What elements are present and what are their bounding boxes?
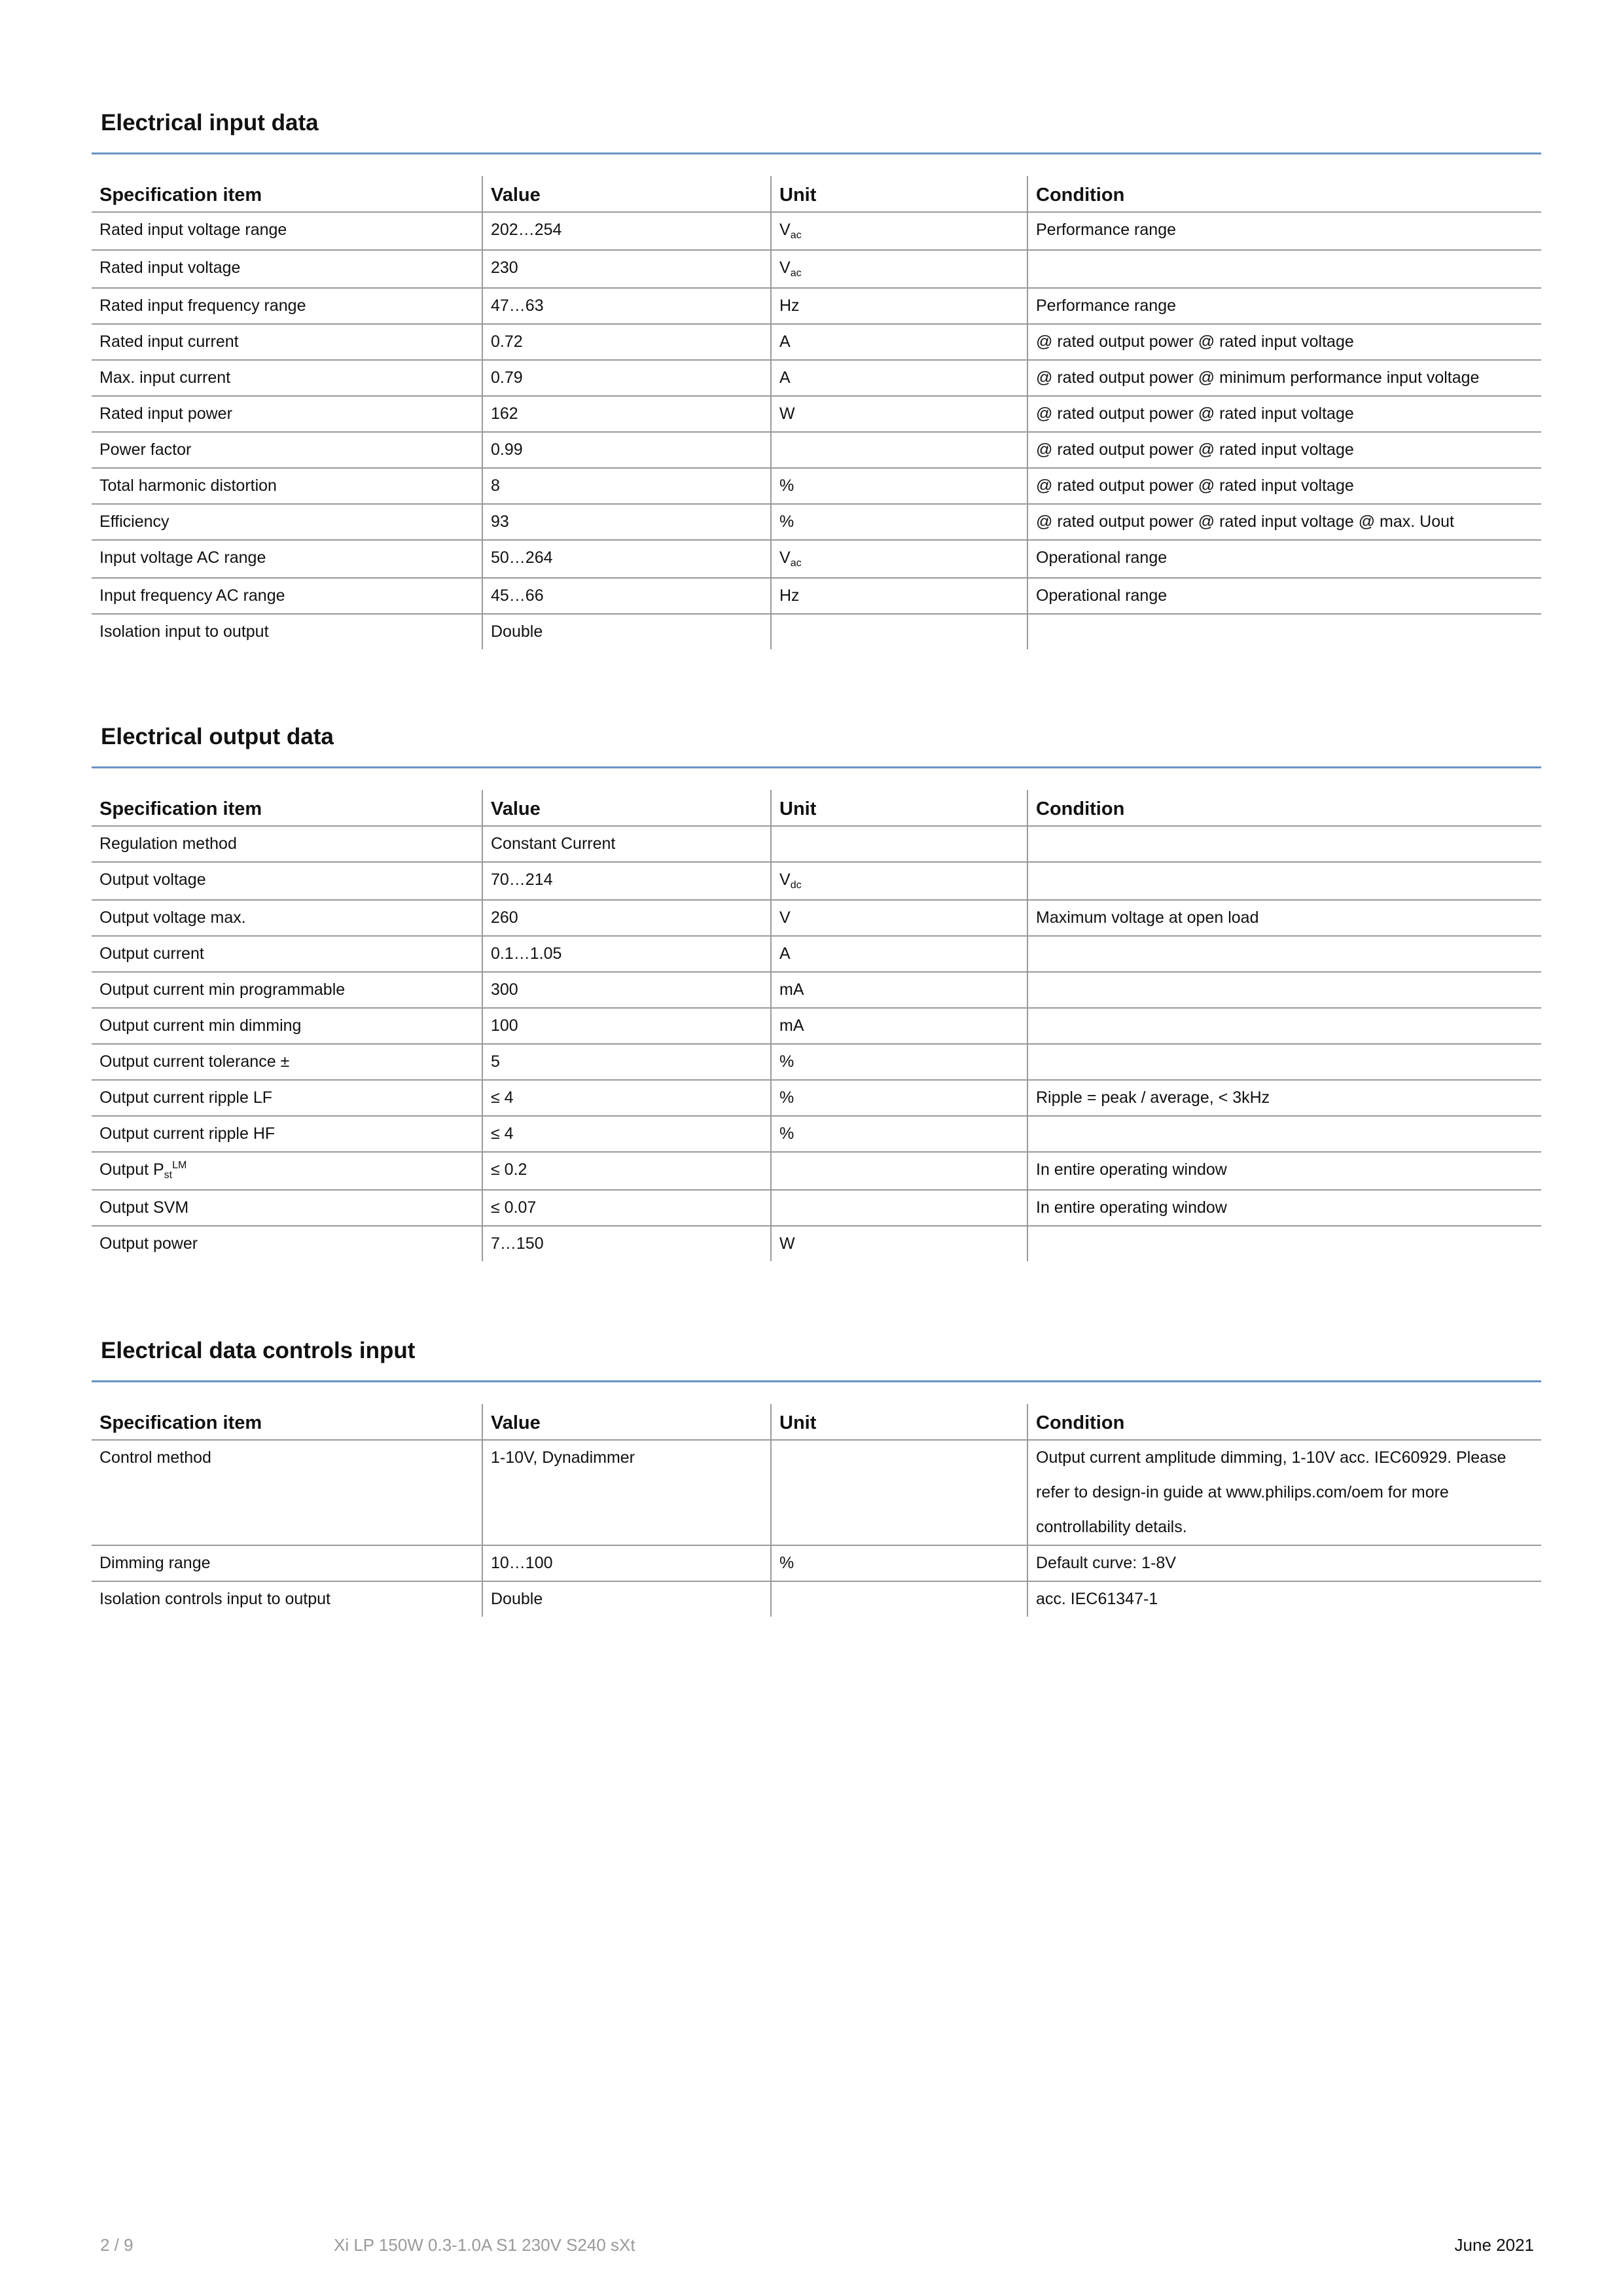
page-number: 2 / 9 xyxy=(100,2235,134,2255)
spec-condition-cell: In entire operating window xyxy=(1027,1152,1541,1190)
spec-value-cell: ≤ 0.2 xyxy=(482,1152,771,1190)
header-unit: Unit xyxy=(771,1404,1027,1440)
spec-unit-text: V xyxy=(779,908,791,927)
spec-item-cell xyxy=(92,250,482,288)
spec-item-cell xyxy=(92,614,482,649)
spec-value-cell: 0.72 xyxy=(482,324,771,360)
spec-unit-text: A xyxy=(779,944,791,963)
table-row xyxy=(92,1152,1541,1190)
table-row xyxy=(92,1581,1541,1617)
spec-value-cell: 0.99 xyxy=(482,432,771,468)
spec-unit-cell xyxy=(771,432,1027,468)
spec-item-text: Output current ripple HF xyxy=(99,1124,276,1143)
spec-condition-cell xyxy=(1027,1044,1541,1080)
spec-unit-cell xyxy=(771,324,1027,360)
spec-item-cell xyxy=(92,1545,482,1581)
header-specification-item: Specification item xyxy=(92,790,482,826)
spec-unit-text: mA xyxy=(779,980,804,999)
section-title: Electrical input data xyxy=(92,92,1541,154)
spec-item-cell xyxy=(92,1044,482,1080)
spec-item-text: Output power xyxy=(99,1234,198,1253)
spec-condition-cell: Ripple = peak / average, < 3kHz xyxy=(1027,1080,1541,1116)
spec-condition-cell: @ rated output power @ rated input voltage xyxy=(1027,324,1541,360)
section-electrical-output xyxy=(92,706,1541,1261)
spec-condition-cell xyxy=(1027,862,1541,900)
spec-item-text: Output current min dimming xyxy=(99,1016,302,1035)
header-condition: Condition xyxy=(1027,1404,1541,1440)
spec-unit-text: Hz xyxy=(779,586,800,605)
spec-unit-subscript: ac xyxy=(790,558,802,569)
header-unit: Unit xyxy=(771,176,1027,212)
spec-condition-cell: @ rated output power @ rated input voltage @ max. Uout xyxy=(1027,504,1541,540)
spec-unit-cell xyxy=(771,936,1027,972)
spec-item-cell xyxy=(92,540,482,578)
spec-item-text: Input frequency AC range xyxy=(99,586,285,605)
spec-unit-subscript: dc xyxy=(790,880,802,891)
header-specification-item: Specification item xyxy=(92,1404,482,1440)
spec-item-text: Output current xyxy=(99,944,204,963)
spec-value-cell: 162 xyxy=(482,396,771,432)
spec-unit-cell xyxy=(771,826,1027,862)
spec-condition-cell: acc. IEC61347-1 xyxy=(1027,1581,1541,1617)
spec-item-superscript: LM xyxy=(172,1160,187,1171)
spec-unit-text: W xyxy=(779,1234,795,1253)
spec-item-text: Control method xyxy=(99,1448,211,1467)
spec-unit-cell xyxy=(771,862,1027,900)
spec-item-cell xyxy=(92,360,482,396)
table-row xyxy=(92,826,1541,862)
table-row xyxy=(92,360,1541,396)
spec-condition-cell: @ rated output power @ minimum performance input voltage xyxy=(1027,360,1541,396)
spec-item-text: Output SVM xyxy=(99,1198,189,1217)
spec-item-text: Output current tolerance ± xyxy=(99,1052,290,1071)
spec-unit-text: A xyxy=(779,332,791,351)
spec-condition-cell xyxy=(1027,250,1541,288)
spec-value-cell: ≤ 0.07 xyxy=(482,1190,771,1226)
spec-unit-cell xyxy=(771,1545,1027,1581)
spec-item-cell xyxy=(92,1581,482,1617)
spec-unit-cell xyxy=(771,504,1027,540)
header-value: Value xyxy=(482,1404,771,1440)
spec-condition-cell xyxy=(1027,972,1541,1008)
spec-item-cell xyxy=(92,936,482,972)
spec-unit-cell xyxy=(771,1190,1027,1226)
section-electrical-controls-input xyxy=(92,1319,1541,1617)
spec-item-text: Power factor xyxy=(99,440,192,459)
spec-item-text: Rated input voltage range xyxy=(99,221,287,239)
spec-unit-subscript: ac xyxy=(790,230,802,241)
table-row xyxy=(92,504,1541,540)
header-condition: Condition xyxy=(1027,176,1541,212)
header-unit: Unit xyxy=(771,790,1027,826)
spec-table xyxy=(92,1404,1541,1617)
table-row xyxy=(92,540,1541,578)
spec-unit-cell xyxy=(771,578,1027,614)
spec-value-cell: Constant Current xyxy=(482,826,771,862)
spec-item-cell xyxy=(92,1152,482,1190)
spec-table xyxy=(92,790,1541,1261)
spec-value-cell: 0.1…1.05 xyxy=(482,936,771,972)
spec-condition-cell: In entire operating window xyxy=(1027,1190,1541,1226)
spec-value-cell: 1-10V, Dynadimmer xyxy=(482,1440,771,1545)
spec-unit-text: V xyxy=(779,259,791,277)
spec-condition-cell: @ rated output power @ rated input voltage xyxy=(1027,468,1541,504)
table-row xyxy=(92,1440,1541,1545)
spec-item-text: Rated input voltage xyxy=(99,259,241,277)
spec-value-cell: 5 xyxy=(482,1044,771,1080)
spec-item-cell xyxy=(92,1008,482,1044)
spec-unit-cell xyxy=(771,396,1027,432)
spec-condition-cell xyxy=(1027,1008,1541,1044)
spec-unit-cell xyxy=(771,1008,1027,1044)
table-row xyxy=(92,288,1541,324)
spec-item-text: Max. input current xyxy=(99,368,231,387)
table-row xyxy=(92,468,1541,504)
spec-condition-cell: @ rated output power @ rated input voltage xyxy=(1027,396,1541,432)
spec-item-cell xyxy=(92,826,482,862)
spec-unit-text: mA xyxy=(779,1016,804,1035)
table-row xyxy=(92,212,1541,250)
spec-value-cell: ≤ 4 xyxy=(482,1080,771,1116)
spec-unit-text: V xyxy=(779,221,791,239)
spec-unit-text: % xyxy=(779,512,794,531)
spec-item-text: Isolation input to output xyxy=(99,622,269,641)
table-header-row xyxy=(92,1404,1541,1440)
spec-condition-cell: @ rated output power @ rated input voltage xyxy=(1027,432,1541,468)
spec-unit-cell xyxy=(771,614,1027,649)
spec-value-cell: 10…100 xyxy=(482,1545,771,1581)
spec-item-cell xyxy=(92,900,482,936)
spec-value-cell: Double xyxy=(482,614,771,649)
table-row xyxy=(92,1008,1541,1044)
table-row xyxy=(92,972,1541,1008)
header-value: Value xyxy=(482,176,771,212)
spec-unit-text: V xyxy=(779,870,791,889)
spec-item-text: Output voltage max. xyxy=(99,908,246,927)
spec-item-cell xyxy=(92,504,482,540)
spec-unit-cell xyxy=(771,1152,1027,1190)
table-row xyxy=(92,1044,1541,1080)
spec-item-cell xyxy=(92,1440,482,1545)
document-date: June 2021 xyxy=(1454,2235,1534,2255)
spec-item-cell xyxy=(92,396,482,432)
spec-unit-cell xyxy=(771,900,1027,936)
spec-value-cell: 7…150 xyxy=(482,1226,771,1261)
spec-item-cell xyxy=(92,432,482,468)
table-row xyxy=(92,862,1541,900)
spec-value-cell: 47…63 xyxy=(482,288,771,324)
spec-condition-cell: Performance range xyxy=(1027,288,1541,324)
spec-value-cell: 8 xyxy=(482,468,771,504)
spec-value-cell: 202…254 xyxy=(482,212,771,250)
spec-item-text: Dimming range xyxy=(99,1554,211,1572)
spec-item-text: Rated input current xyxy=(99,332,239,351)
table-row xyxy=(92,1116,1541,1152)
spec-unit-text: % xyxy=(779,476,794,495)
spec-item-cell xyxy=(92,578,482,614)
table-row xyxy=(92,578,1541,614)
spec-unit-cell xyxy=(771,1226,1027,1261)
spec-item-text: Output current ripple LF xyxy=(99,1088,273,1107)
spec-unit-text: W xyxy=(779,404,795,423)
spec-unit-cell xyxy=(771,288,1027,324)
table-header-row xyxy=(92,176,1541,212)
spec-item-text: Rated input power xyxy=(99,404,232,423)
spec-item-text: Regulation method xyxy=(99,834,237,853)
spec-unit-text: Hz xyxy=(779,296,800,315)
spec-condition-cell xyxy=(1027,614,1541,649)
spec-item-text: Isolation controls input to output xyxy=(99,1590,331,1608)
spec-unit-text: A xyxy=(779,368,791,387)
spec-item-cell xyxy=(92,1116,482,1152)
table-row xyxy=(92,614,1541,649)
spec-unit-text: % xyxy=(779,1088,794,1107)
spec-item-text: Output current min programmable xyxy=(99,980,346,999)
table-row xyxy=(92,936,1541,972)
spec-value-cell: 100 xyxy=(482,1008,771,1044)
table-row xyxy=(92,1080,1541,1116)
spec-item-cell xyxy=(92,324,482,360)
header-condition: Condition xyxy=(1027,790,1541,826)
spec-unit-cell xyxy=(771,250,1027,288)
spec-item-text: Efficiency xyxy=(99,512,169,531)
spec-value-cell: 0.79 xyxy=(482,360,771,396)
spec-unit-subscript: ac xyxy=(790,268,802,279)
spec-condition-cell: Maximum voltage at open load xyxy=(1027,900,1541,936)
spec-unit-cell xyxy=(771,212,1027,250)
spec-unit-text: % xyxy=(779,1052,794,1071)
spec-item-cell xyxy=(92,468,482,504)
spec-value-cell: 260 xyxy=(482,900,771,936)
spec-value-cell: 230 xyxy=(482,250,771,288)
spec-unit-cell xyxy=(771,1440,1027,1545)
table-row xyxy=(92,324,1541,360)
spec-condition-cell xyxy=(1027,1226,1541,1261)
spec-unit-text: % xyxy=(779,1124,794,1143)
spec-unit-cell xyxy=(771,1116,1027,1152)
table-row xyxy=(92,1226,1541,1261)
spec-unit-cell xyxy=(771,1581,1027,1617)
spec-value-cell: Double xyxy=(482,1581,771,1617)
spec-item-cell xyxy=(92,212,482,250)
spec-item-text: Rated input frequency range xyxy=(99,296,306,315)
spec-condition-cell: Operational range xyxy=(1027,540,1541,578)
spec-item-cell xyxy=(92,1190,482,1226)
spec-item-cell xyxy=(92,862,482,900)
table-header-row xyxy=(92,790,1541,826)
spec-unit-cell xyxy=(771,972,1027,1008)
spec-value-cell: 93 xyxy=(482,504,771,540)
spec-item-subscript: st xyxy=(164,1170,173,1181)
section-title: Electrical data controls input xyxy=(92,1319,1541,1382)
spec-item-cell xyxy=(92,1080,482,1116)
spec-condition-cell: Operational range xyxy=(1027,578,1541,614)
spec-item-text: Input voltage AC range xyxy=(99,548,266,567)
spec-item-cell xyxy=(92,288,482,324)
spec-value-cell: 50…264 xyxy=(482,540,771,578)
spec-unit-cell xyxy=(771,540,1027,578)
spec-table xyxy=(92,176,1541,649)
spec-condition-cell: Output current amplitude dimming, 1-10V acc. IEC60929. Please refer to design-in guide at www.philips.com/oem for more controllability details. xyxy=(1027,1440,1541,1545)
table-row xyxy=(92,1190,1541,1226)
spec-item-text: Output P xyxy=(99,1160,164,1179)
spec-unit-cell xyxy=(771,1044,1027,1080)
spec-value-cell: ≤ 4 xyxy=(482,1116,771,1152)
spec-condition-cell xyxy=(1027,936,1541,972)
section-electrical-input xyxy=(92,92,1541,649)
spec-value-cell: 70…214 xyxy=(482,862,771,900)
table-row xyxy=(92,1545,1541,1581)
spec-item-text: Output voltage xyxy=(99,870,206,889)
header-specification-item: Specification item xyxy=(92,176,482,212)
spec-unit-cell xyxy=(771,360,1027,396)
table-row xyxy=(92,250,1541,288)
spec-value-cell: 300 xyxy=(482,972,771,1008)
spec-unit-text: V xyxy=(779,548,791,567)
table-row xyxy=(92,432,1541,468)
spec-unit-cell xyxy=(771,1080,1027,1116)
spec-unit-text: % xyxy=(779,1554,794,1572)
section-title: Electrical output data xyxy=(92,706,1541,768)
spec-condition-cell: Performance range xyxy=(1027,212,1541,250)
spec-item-cell xyxy=(92,972,482,1008)
table-row xyxy=(92,900,1541,936)
spec-condition-cell: Default curve: 1-8V xyxy=(1027,1545,1541,1581)
header-value: Value xyxy=(482,790,771,826)
spec-unit-cell xyxy=(771,468,1027,504)
product-name: Xi LP 150W 0.3-1.0A S1 230V S240 sXt xyxy=(334,2235,635,2255)
spec-item-text: Total harmonic distortion xyxy=(99,476,277,495)
spec-condition-cell xyxy=(1027,826,1541,862)
spec-condition-cell xyxy=(1027,1116,1541,1152)
spec-item-cell xyxy=(92,1226,482,1261)
table-row xyxy=(92,396,1541,432)
spec-value-cell: 45…66 xyxy=(482,578,771,614)
